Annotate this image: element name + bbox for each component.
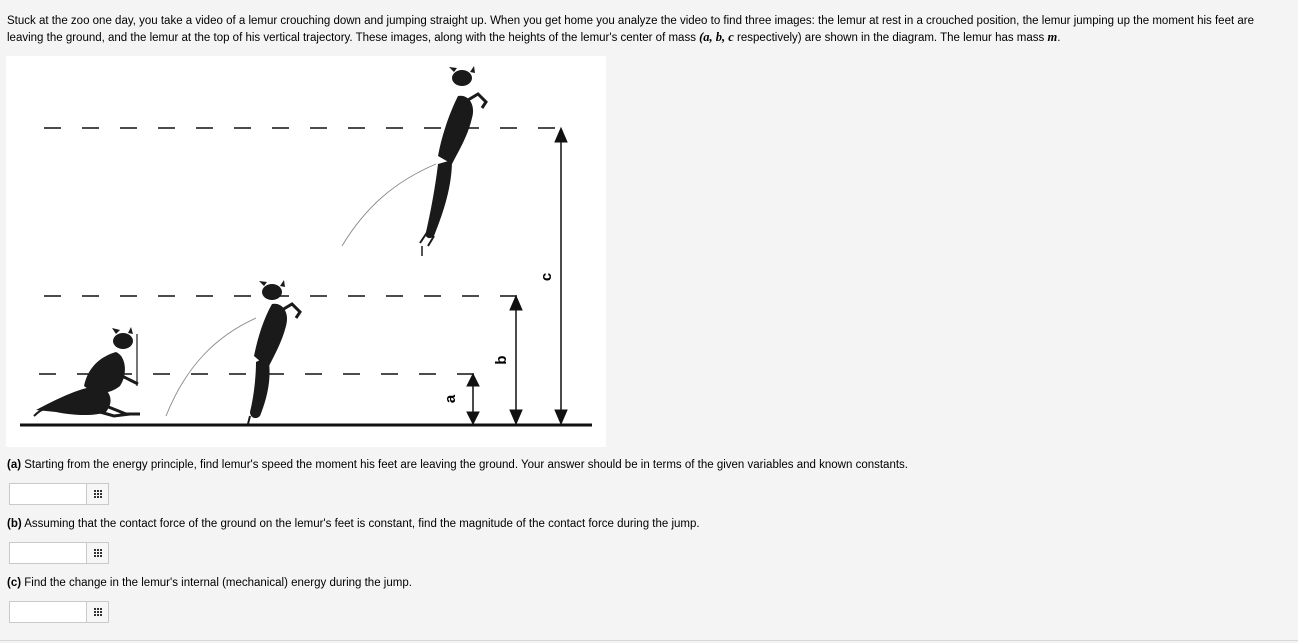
answer-b-input[interactable]: [9, 542, 86, 564]
intro-mass-variable: m: [1047, 29, 1058, 44]
label-b: b: [493, 355, 510, 365]
intro-text-1: Stuck at the zoo one day, you take a video of a lemur crouching down and jumping straight up. When you get home you analyze the video to find three images: the lemur at rest in a crouched position, the lemur jumping up the moment his feet are leaving the ground, and the lemur at the top of his vertical trajectory. These images, along with the heights of the lemur's center of mass: [7, 15, 1254, 44]
answer-b-keypad-button[interactable]: [86, 542, 109, 564]
answer-a-keypad-button[interactable]: [86, 483, 109, 505]
question-c: [7, 577, 412, 589]
question-b-tag: (b): [7, 518, 22, 530]
symbol-keypad-icon: [94, 549, 102, 557]
answer-c-keypad-button[interactable]: [86, 601, 109, 623]
question-c-tag: (c): [7, 577, 22, 589]
intro-end: .: [1057, 31, 1061, 44]
answer-c-input[interactable]: [9, 601, 86, 623]
lemur-crouched-illustration: [34, 327, 140, 416]
label-c: c: [538, 272, 555, 282]
question-a: [7, 459, 908, 471]
problem-statement: [7, 14, 1287, 46]
height-a-arrow: [467, 374, 479, 424]
answer-a-widget: [9, 483, 109, 505]
question-c-text: Find the change in the lemur's internal (mechanical) energy during the jump.: [21, 577, 412, 589]
height-b-arrow: [510, 296, 522, 424]
diagram-svg: [6, 56, 606, 447]
intro-variables: (a, b, c: [699, 29, 734, 44]
label-a: a: [442, 394, 459, 404]
question-a-tag: (a): [7, 459, 22, 471]
lemur-takeoff-illustration: [166, 280, 300, 424]
answer-c-widget: [9, 601, 109, 623]
lemur-jump-diagram: [6, 56, 606, 447]
height-c-arrow: [555, 128, 567, 424]
symbol-keypad-icon: [94, 608, 102, 616]
intro-text-2: respectively) are shown in the diagram. The lemur has mass: [733, 31, 1048, 44]
symbol-keypad-icon: [94, 490, 102, 498]
question-b-text: Assuming that the contact force of the ground on the lemur's feet is constant, find the magnitude of the contact force during the jump.: [21, 518, 700, 530]
answer-b-widget: [9, 542, 109, 564]
lemur-peak-illustration: [342, 66, 486, 256]
question-b: [7, 518, 700, 530]
question-a-text: Starting from the energy principle, find lemur's speed the moment his feet are leaving the ground. Your answer should be in terms of the given variables and known constants.: [21, 459, 908, 471]
bottom-divider: [0, 640, 1298, 641]
answer-a-input[interactable]: [9, 483, 86, 505]
